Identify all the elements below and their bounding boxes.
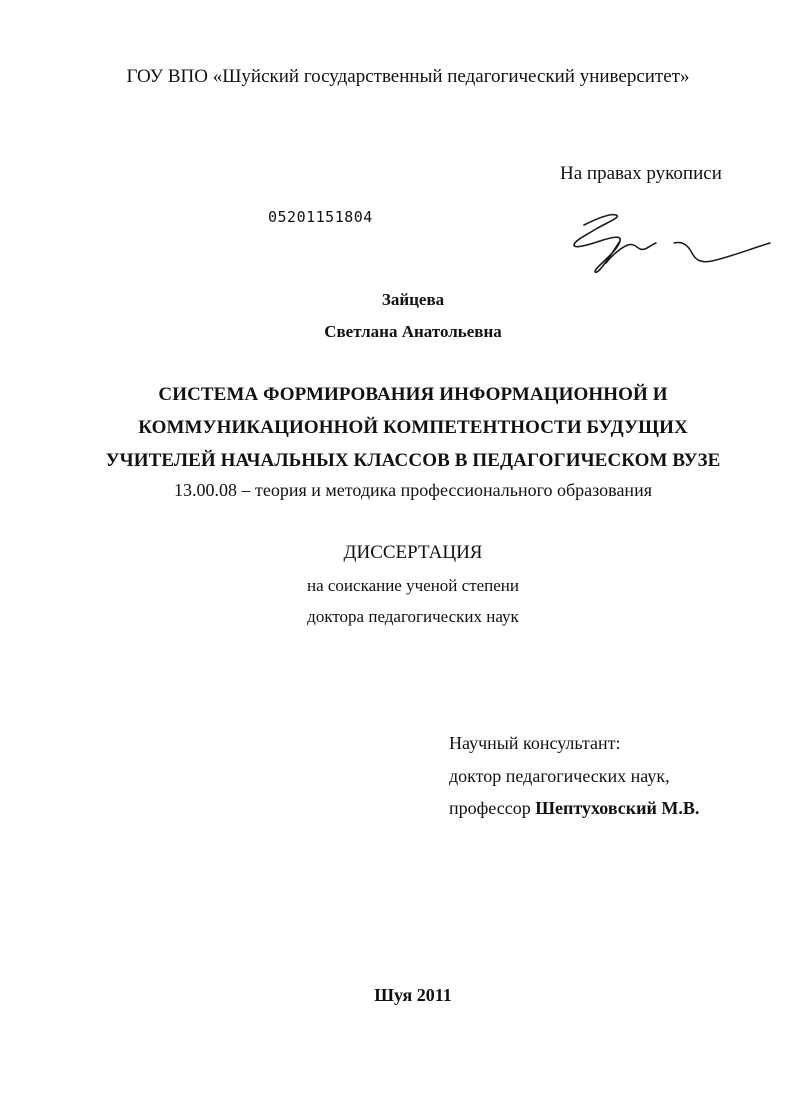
author-surname: Зайцева [381, 290, 445, 309]
title-line: УЧИТЕЛЕЙ НАЧАЛЬНЫХ КЛАССОВ В ПЕДАГОГИЧЕСКОМ ВУЗЕ [105, 450, 721, 471]
advisor-name: Шептуховский М.В. [535, 798, 700, 818]
advisor-rank: профессор [449, 798, 531, 818]
institution-name: ГОУ ВПО «Шуйский государственный педагогический университет» [126, 66, 690, 87]
title-line: СИСТЕМА ФОРМИРОВАНИЯ ИНФОРМАЦИОННОЙ И [158, 384, 668, 405]
place-year: Шуя 2011 [374, 985, 452, 1005]
work-type: ДИССЕРТАЦИЯ [343, 542, 483, 563]
specialty-code: 13.00.08 – теория и методика профессионального образования [174, 480, 652, 500]
advisor-rank-name [449, 798, 699, 819]
document-code: 05201151804 [268, 208, 373, 226]
advisor-label: Научный консультант: [449, 733, 621, 753]
manuscript-note: На правах рукописи [560, 163, 722, 184]
advisor-degree: доктор педагогических наук, [449, 766, 670, 786]
signature-icon [566, 205, 776, 283]
author-given-name: Светлана Анатольевна [324, 322, 502, 341]
title-line: КОММУНИКАЦИОННОЙ КОМПЕТЕНТНОСТИ БУДУЩИХ [138, 417, 688, 438]
degree-field: доктора педагогических наук [307, 607, 519, 626]
degree-sought: на соискание ученой степени [306, 576, 520, 595]
